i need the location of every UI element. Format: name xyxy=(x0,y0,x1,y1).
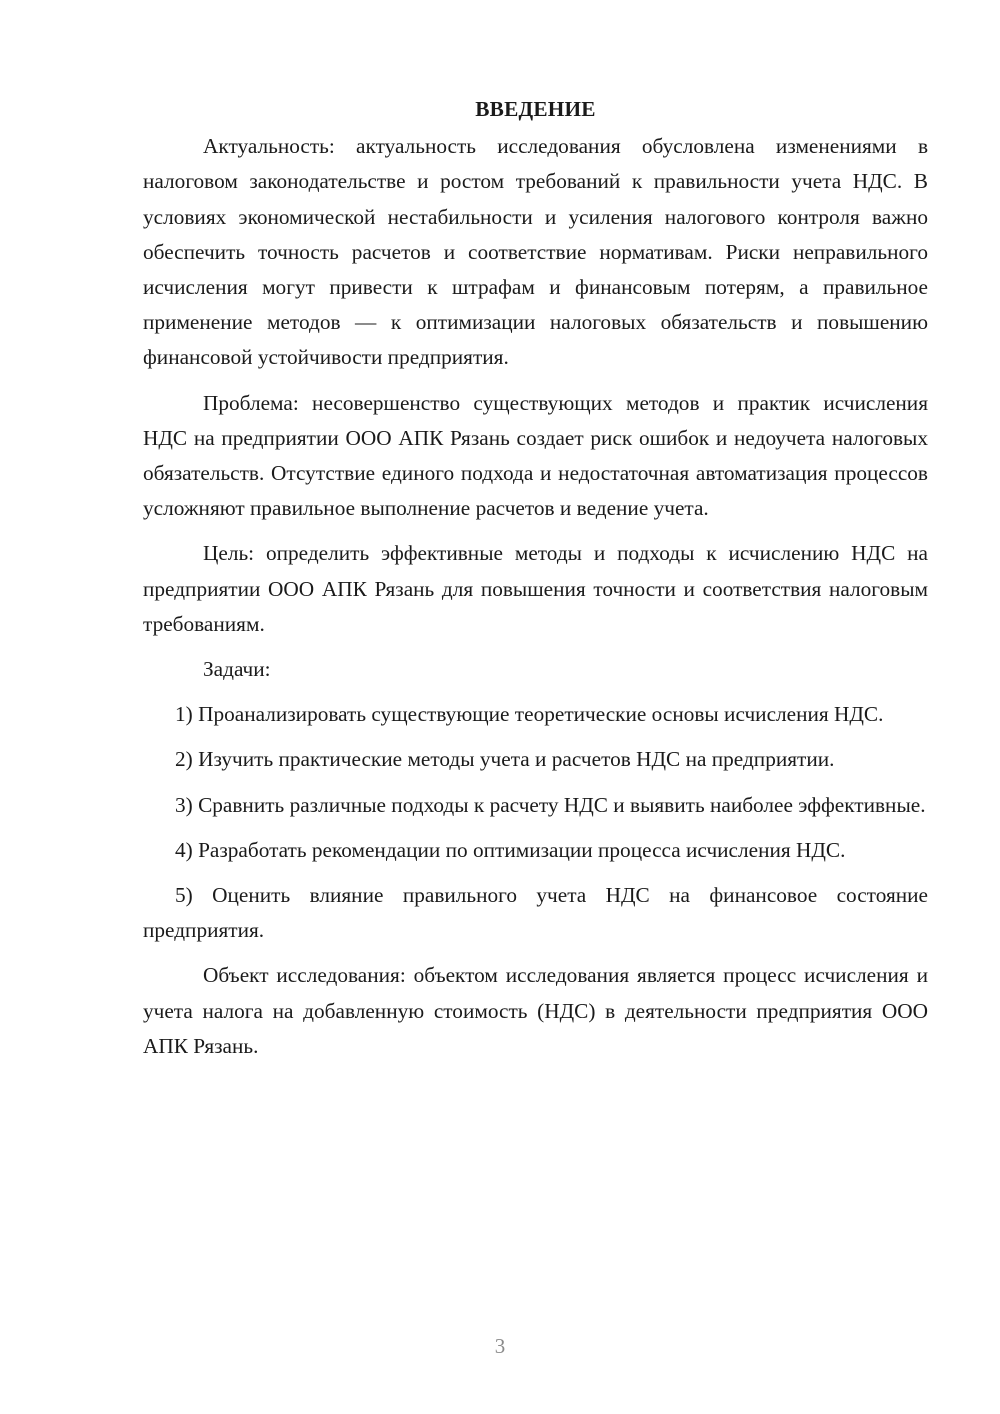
paragraph-object: Объект исследования: объектом исследования является процесс исчисления и учета налога на добавленную стоимость (НДС) в деятельности предприятия ООО АПК Рязань. xyxy=(143,963,928,1058)
task-item-1: 1) Проанализировать существующие теоретические основы исчисления НДС. xyxy=(175,702,884,727)
tasks-heading: Задачи: xyxy=(203,657,271,682)
paragraph-problem: Проблема: несовершенство существующих методов и практик исчисления НДС на предприятии ООО АПК Рязань создает риск ошибок и недоучета налоговых обязательств. Отсутствие единого подхода и недостаточная автоматизация процессов усложняют правильное выполнение расчетов и ведение учета. xyxy=(143,390,928,521)
paragraph-relevance: Актуальность: актуальность исследования обусловлена изменениями в налоговом законодательстве и ростом требований к правильности учета НДС. В условиях экономической нестабильности и усиления налогового контроля важно обеспечить точность расчетов и соответствие нормативам. Риски неправильного исчисления могут привести к штрафам и финансовым потерям, а правильное применение методов — к оптимизации налоговых обязательств и повышению финансовой устойчивости предприятия. xyxy=(143,134,928,370)
page-number: 3 xyxy=(494,1334,506,1358)
page-content xyxy=(143,92,928,1064)
task-item-5: 5) Оценить влияние правильного учета НДС на финансовое состояние предприятия. xyxy=(143,883,928,943)
task-item-3: 3) Сравнить различные подходы к расчету НДС и выявить наиболее эффективные. xyxy=(175,792,926,817)
task-item-2: 2) Изучить практические методы учета и расчетов НДС на предприятии. xyxy=(175,747,835,772)
section-title: ВВЕДЕНИЕ xyxy=(475,97,596,121)
paragraph-goal: Цель: определить эффективные методы и подходы к исчислению НДС на предприятии ООО АПК Рязань для повышения точности и соответствия налоговым требованиям. xyxy=(143,541,928,636)
task-item-4: 4) Разработать рекомендации по оптимизации процесса исчисления НДС. xyxy=(175,837,846,862)
